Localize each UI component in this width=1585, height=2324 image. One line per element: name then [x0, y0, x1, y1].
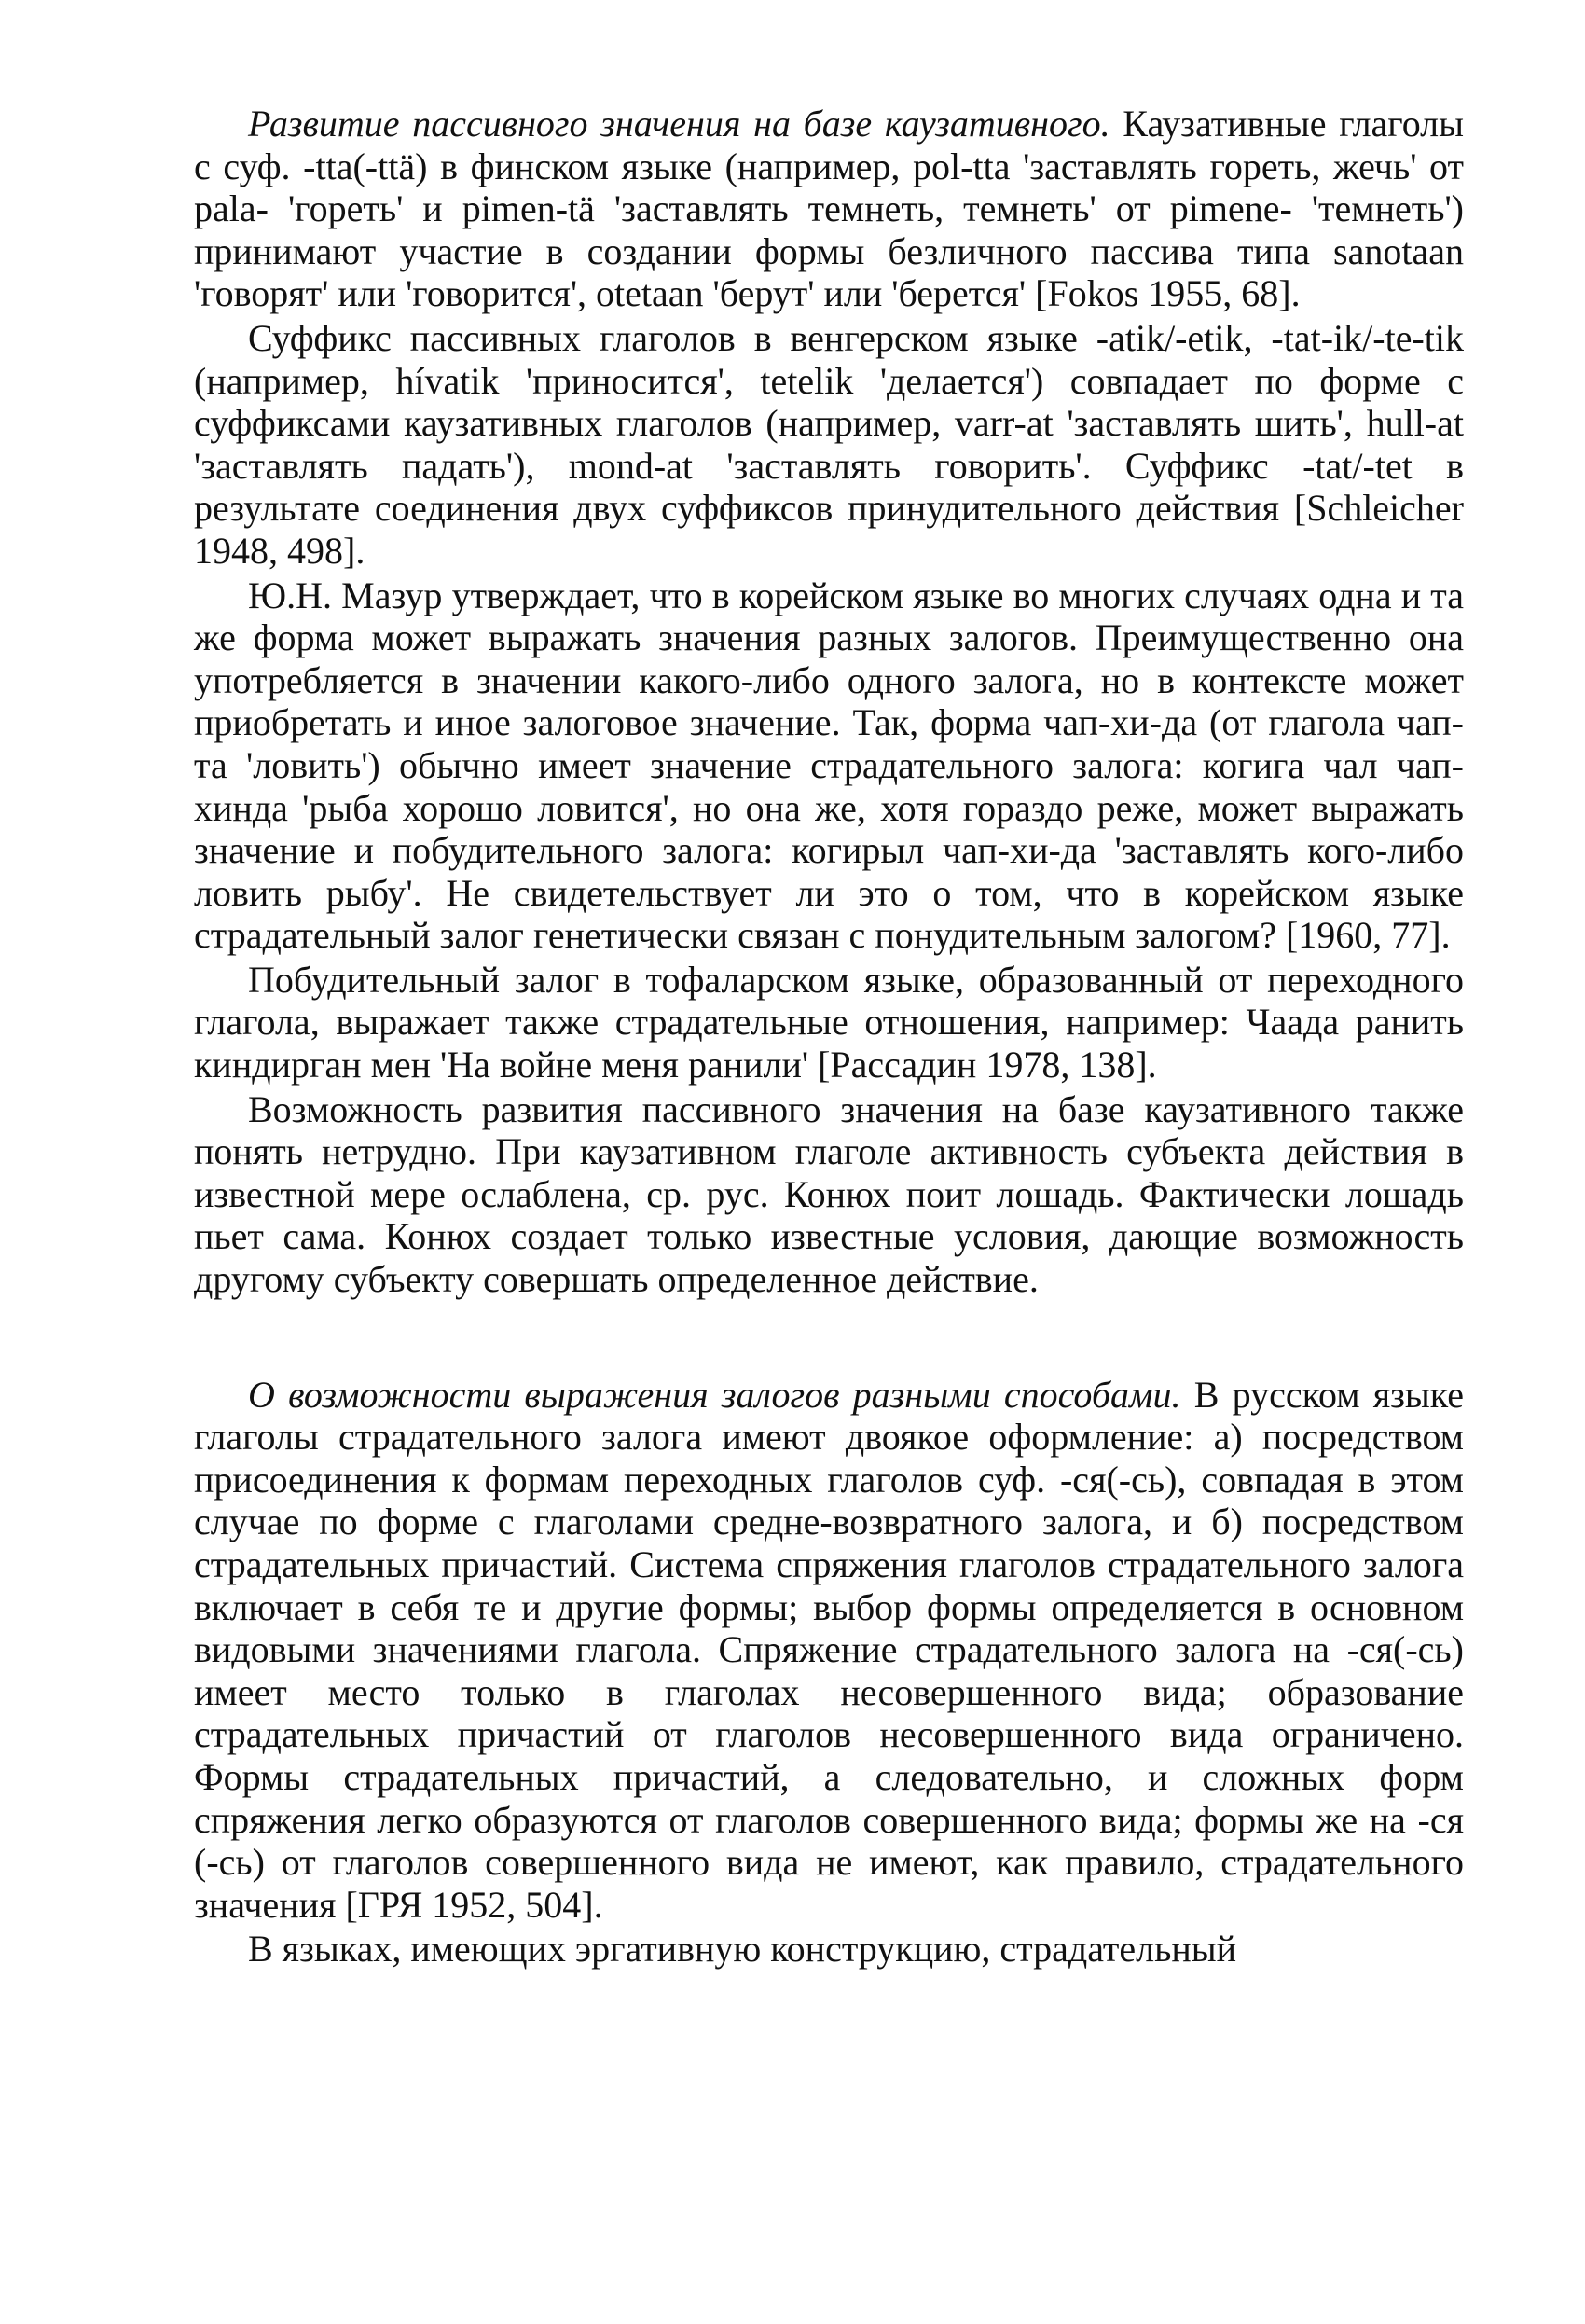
paragraph-text: В русском языке глаголы страдательного залога имеют двоякое оформление: а) посредством присоединения к формам переходных глаголов суф. -ся(-сь), совпадая в этом случае по форме с глаголами средне-возвратного залога, и б) посредством страдательных причастий. Система спряжения глаголов страдательного залога включает в себя те и другие формы; выбор формы определяется в основном видовыми значениями глагола. Спряжение страдательного залога на -ся(-сь) имеет место только в глаголах несовершенного вида; образование страдательных причастий от глаголов несовершенного вида ограничено. Формы страдательных причастий, а следовательно, и сложных форм спряжения легко образуются от глаголов совершенного вида; формы же на -ся (-сь) от глаголов совершенного вида не имеют, как правило, страдательного значения [ГРЯ 1952, 504]. [194, 1373, 1464, 1926]
paragraph-text: Ю.Н. Мазур утверждает, что в корейском языке во многих случаях одна и та же форма может выражать значения разных залогов. Преимущественно она употребляется в значении какого-либо одного залога, но в контексте может приобретать и иное залоговое значение. Так, форма чап-хи-да (от глагола чап-та 'ловить') обычно имеет значение страдательного залога: когига чал чап-хинда 'рыба хорошо ловится', но она же, хотя гораздо реже, может выражать значение и побудительного залога: когирыл чап-хи-да 'заставлять кого-либо ловить рыбу'. Не свидетельствует ли это о том, что в корейском языке страдательный залог генетически связан с понудительным залогом? [1960, 77]. [194, 574, 1464, 957]
section-lead-voice-expression: О возможности выражения залогов разными способами. [248, 1373, 1181, 1416]
paragraph-hungarian [194, 317, 1464, 573]
paragraph-causative-passive [194, 103, 1464, 315]
body-text [194, 103, 1464, 1971]
paragraph-voice-expression [194, 1374, 1464, 1927]
paragraph-ergative [194, 1928, 1464, 1971]
paragraph-text: Возможность развития пассивного значения на базе каузативного также понять нетрудно. При каузативном глаголе активность субъекта действия в известной мере ослаблена, ср. рус. Конюх поит лошадь. Фактически лошадь пьет сама. Конюх создает только известные условия, дающие возможность другому субъекту совершать определенное действие. [194, 1087, 1464, 1301]
paragraph-possibility [194, 1088, 1464, 1301]
paragraph-korean [194, 574, 1464, 957]
section-lead-causative: Развитие пассивного значения на базе каузативного. [248, 103, 1110, 145]
paragraph-text: Побудительный залог в тофаларском языке, образованный от переходного глагола, выражает также страдательные отношения, например: Чаада ранить киндирган мен 'На войне меня ранили' [Рассадин 1978, 138]. [194, 958, 1464, 1086]
paragraph-text: В языках, имеющих эргативную конструкцию, страдательный [248, 1928, 1237, 1971]
paragraph-text: Каузативные глаголы с суф. -tta(-ttä) в финском языке (например, pol-tta 'заставлять гореть, жечь' от pala- 'гореть' и pimen-tä 'заставлять темнеть, темнеть' от pimene- 'темнеть') принимают участие в создании формы безличного пассива типа sanotaan 'говорят' или 'говорится', otetaan 'берут' или 'берется' [Fokos 1955, 68]. [194, 103, 1465, 315]
paragraph-tofalar [194, 959, 1464, 1086]
paragraph-text: Суффикс пассивных глаголов в венгерском языке -atik/-etik, -tat-ik/-te-tik (например, hívatik 'приносится', tetelik 'делается') совпадает по форме с суффиксами каузативных глаголов (например, varr-at 'заставлять шить', hull-at 'заставлять падать'), mond-at 'заставлять говорить'. Суффикс -tat/-tet в результате соединения двух суффиксов принудительного действия [Schleicher 1948, 498]. [194, 316, 1464, 572]
